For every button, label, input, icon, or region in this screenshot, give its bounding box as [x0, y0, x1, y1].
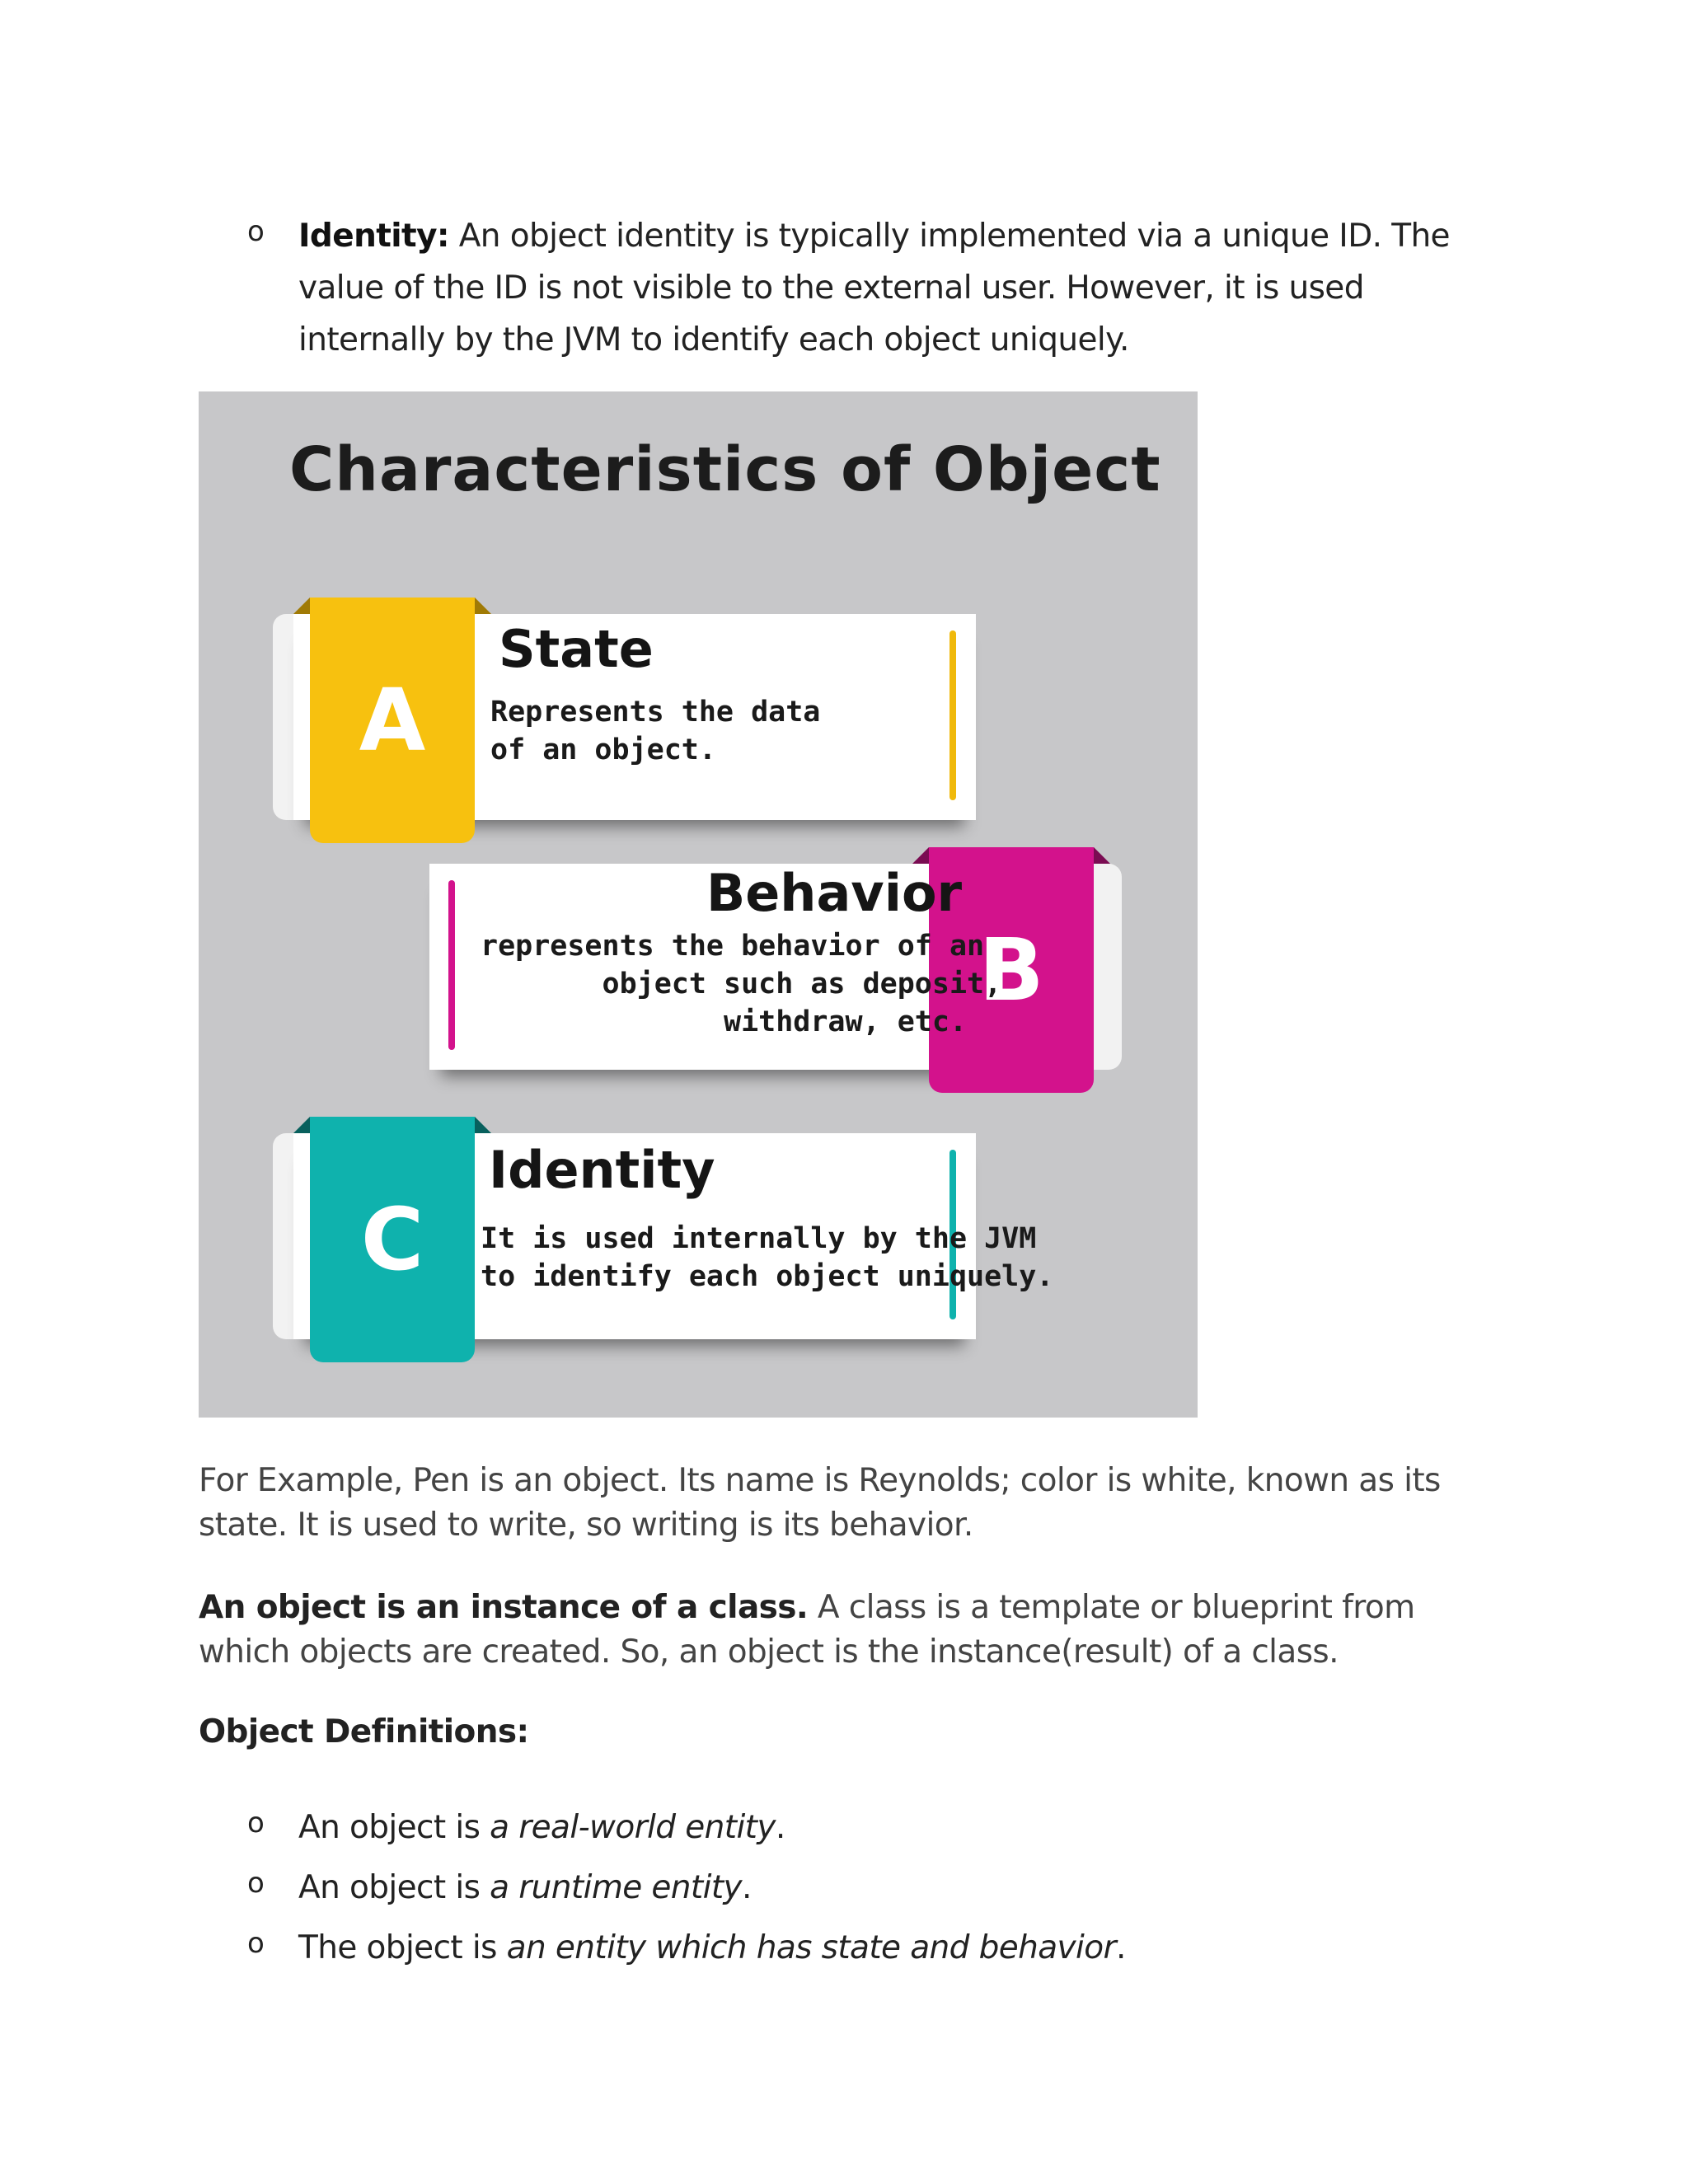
card-a-fold-left [293, 598, 310, 614]
characteristics-figure [199, 391, 1198, 1418]
definition-item [247, 1802, 1500, 1851]
identity-bullet-text [298, 210, 1498, 366]
definitions-heading: Object Definitions: [199, 1713, 529, 1750]
figure-title: Characteristics of Object [289, 434, 1161, 505]
card-b-letter-tab: B [929, 847, 1094, 1093]
card-b-heading: Behavior [706, 863, 963, 923]
instance-paragraph [199, 1586, 1501, 1675]
definition-suffix: . [1115, 1929, 1126, 1966]
card-c-fold-left [293, 1117, 310, 1133]
card-b-fold-right [1094, 847, 1110, 864]
definition-suffix: . [775, 1809, 785, 1846]
definition-suffix: . [742, 1869, 752, 1906]
card-b-accent-bar [448, 880, 455, 1050]
instance-bold: An object is an instance of a class. [199, 1589, 809, 1626]
bullet-marker: o [247, 215, 265, 248]
instance-text: A class is a template or blueprint from which objects are created. So, an object is the instance(result) of a class. [199, 1589, 1415, 1671]
definition-prefix: An object is [298, 1869, 490, 1906]
definition-emphasis: a runtime entity [490, 1869, 743, 1906]
card-b-fold-left [912, 847, 929, 864]
definition-prefix: An object is [298, 1809, 490, 1846]
card-a-body: Represents the data of an object. [490, 696, 821, 766]
card-a-heading: State [499, 619, 654, 679]
bullet-marker: o [247, 1927, 265, 1960]
example-paragraph: For Example, Pen is an object. Its name is Reynolds; color is white, known as its state. It is used to write, so writing is its behavior. [199, 1462, 1441, 1544]
card-a-fold-right [475, 598, 491, 614]
bullet-marker: o [247, 1807, 265, 1840]
definition-text [298, 1862, 1498, 1914]
definition-text [298, 1802, 1498, 1854]
card-a-accent-bar [950, 630, 956, 800]
card-c-fold-right [475, 1117, 491, 1133]
card-b-body: represents the behavior of an object such as deposit, withdraw, etc. [481, 930, 1002, 1038]
definition-item [247, 1862, 1500, 1911]
definition-text [298, 1922, 1498, 1974]
definition-emphasis: a real-world entity [490, 1809, 776, 1846]
card-c-heading: Identity [489, 1140, 715, 1200]
identity-description: An object identity is typically implemented via a unique ID. The value of the ID is not visible to the external user. However, it is used internally by the JVM to identify each object uniquely. [298, 218, 1450, 359]
definition-emphasis: an entity which has state and behavior [506, 1929, 1116, 1966]
identity-label: Identity: [298, 218, 449, 255]
identity-bullet [247, 210, 1500, 367]
card-c-letter-tab: C [310, 1117, 475, 1362]
card-c-body: It is used internally by the JVM to identify each object uniquely. [481, 1222, 1054, 1293]
definition-item [247, 1922, 1500, 1971]
bullet-marker: o [247, 1867, 265, 1900]
definition-prefix: The object is [298, 1929, 507, 1966]
card-a-letter-tab: A [310, 598, 475, 843]
